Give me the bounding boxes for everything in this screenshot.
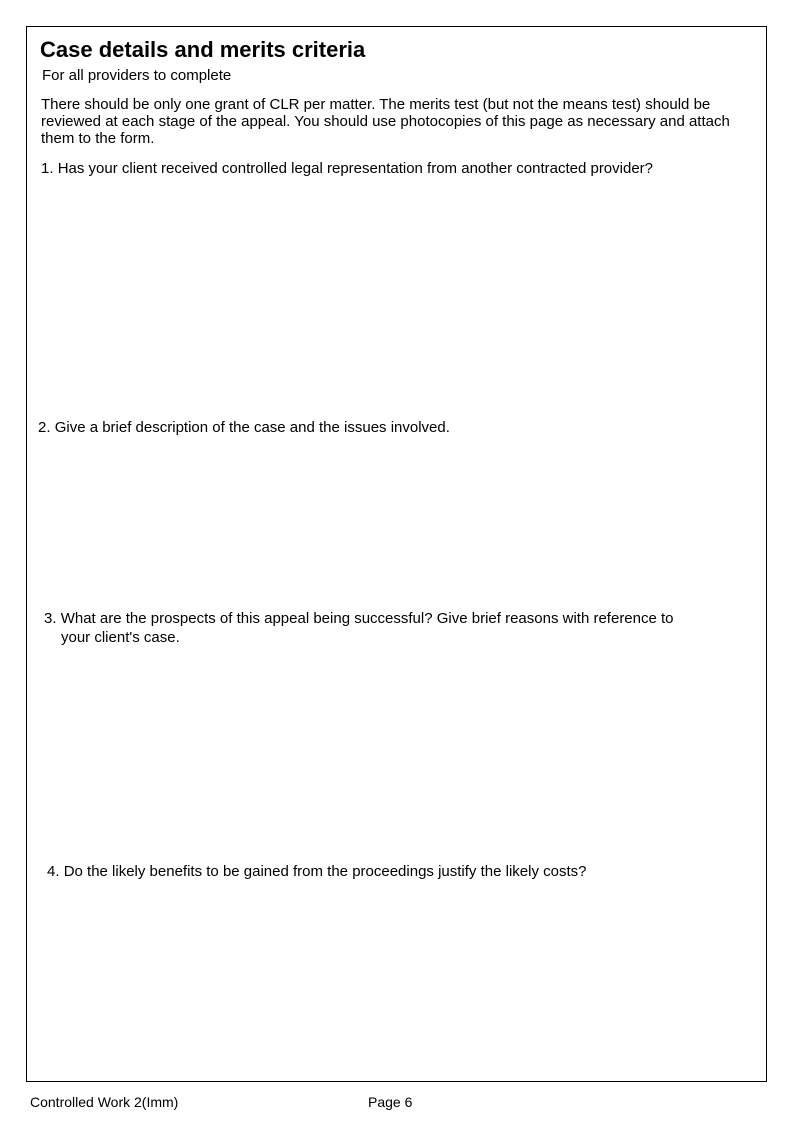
question-2 [38,418,750,437]
intro-paragraph: There should be only one grant of CLR per matter. The merits test (but not the means test) should be reviewed at each stage of the appeal. You should use photocopies of this page as necessary and attach them to the form. [41,96,730,147]
answer-area-1[interactable] [36,182,756,412]
question-text: Has your client received controlled legal representation from another contracted provider? [57,160,654,177]
question-text: What are the prospects of this appeal being successful? Give brief reasons with reference to [60,610,674,627]
question-4 [47,862,747,881]
question-text: Do the likely benefits to be gained from the proceedings justify the likely costs? [63,863,587,880]
page-title: Case details and merits criteria [40,37,366,62]
answer-area-2[interactable] [36,442,756,602]
question-text: Give a brief description of the case and the issues involved. [54,419,450,436]
question-number: 2. [38,419,51,436]
answer-area-3[interactable] [36,650,756,855]
question-number: 3. [44,610,57,627]
footer-form-name: Controlled Work 2(Imm) [30,1094,179,1110]
question-number: 1. [41,160,54,177]
footer-page-number: Page 6 [368,1094,413,1110]
question-1 [41,159,753,178]
question-number: 4. [47,863,60,880]
answer-area-4[interactable] [36,885,756,1075]
question-text-continued: your client's case. [61,629,180,646]
page-subtitle: For all providers to complete [42,67,232,84]
question-3 [44,609,744,647]
